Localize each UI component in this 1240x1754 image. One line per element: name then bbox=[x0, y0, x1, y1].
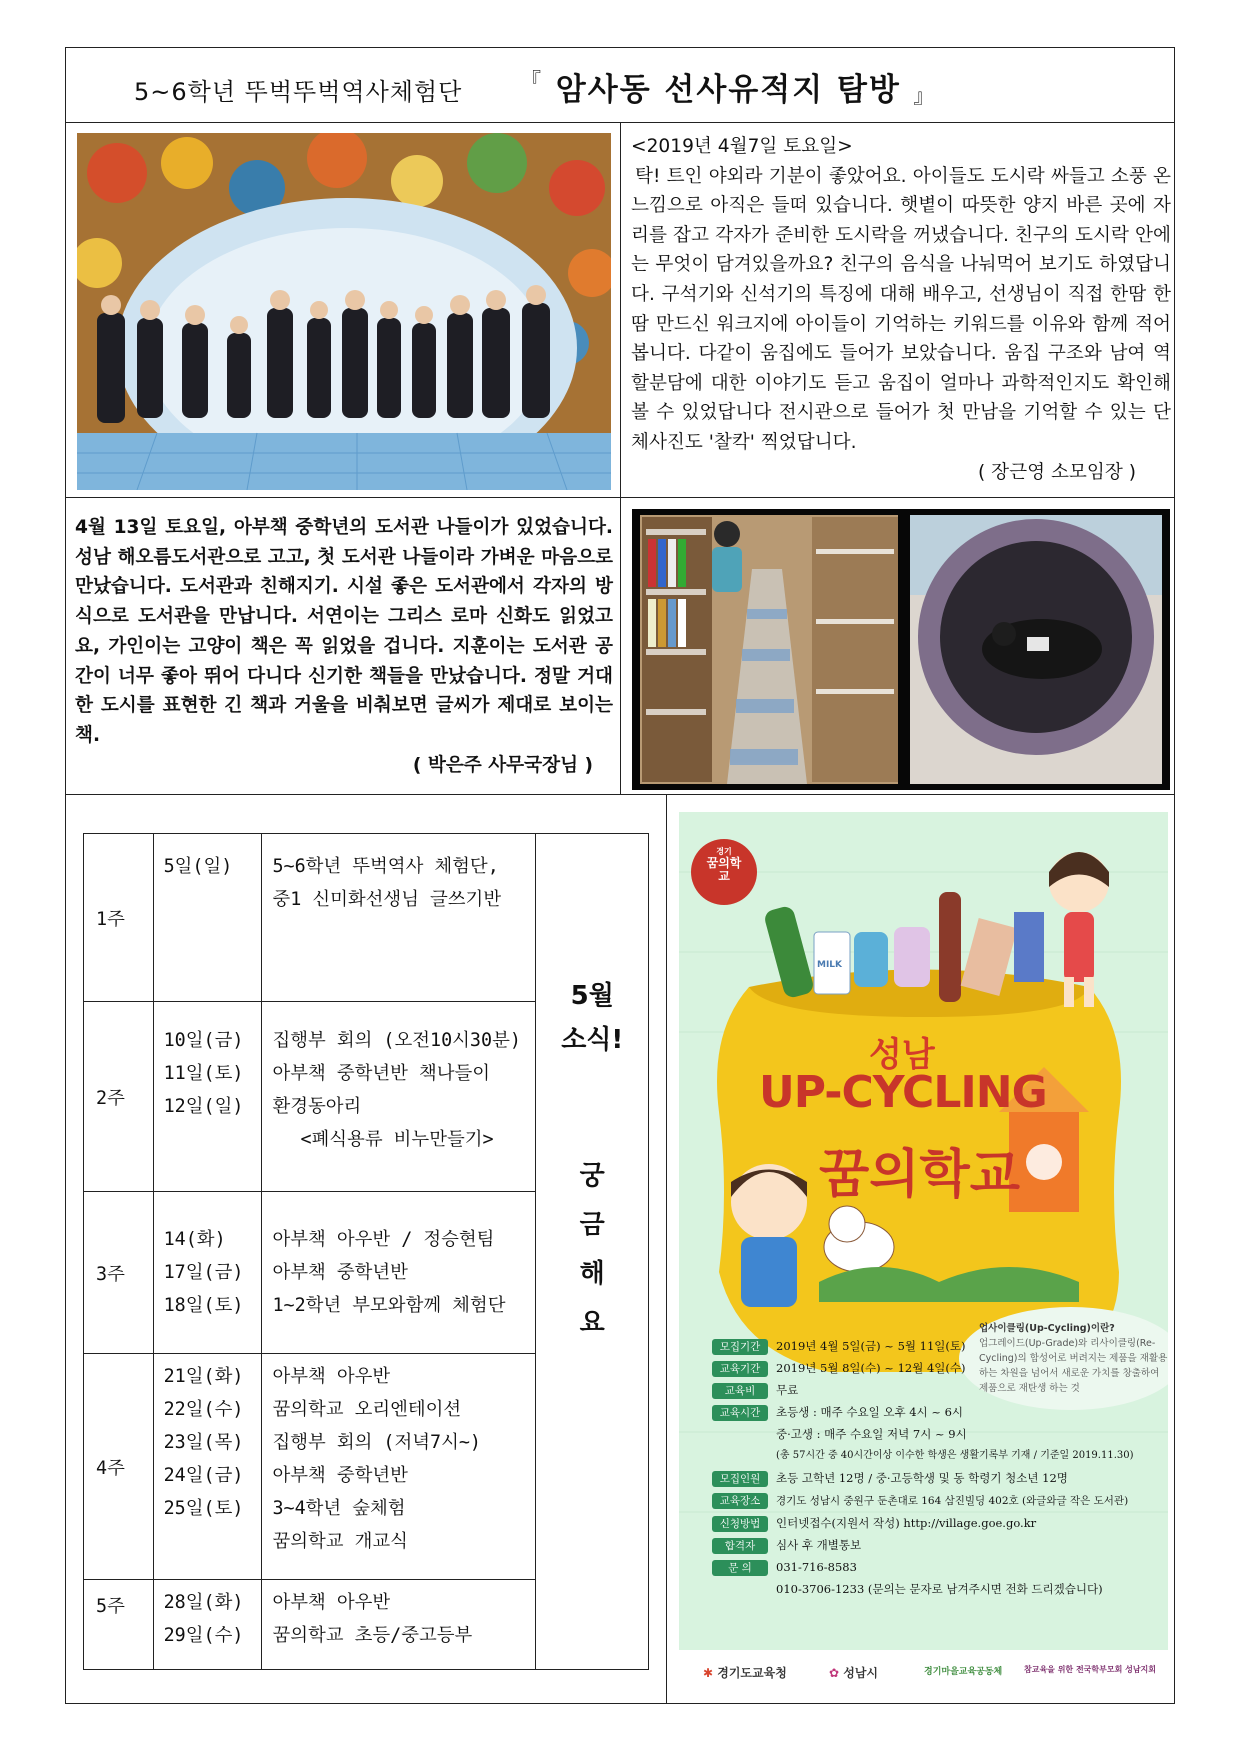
week-dates bbox=[153, 1002, 262, 1192]
info-tag: 신청방법 bbox=[712, 1516, 768, 1532]
week-dates bbox=[153, 1354, 262, 1580]
week-label: 2주 bbox=[84, 1002, 154, 1192]
may-news-column bbox=[536, 834, 649, 1670]
info-value: 심사 후 개별통보 bbox=[776, 1538, 862, 1552]
flower-icon: ✿ bbox=[829, 1666, 840, 1680]
article-signature: ( 박은주 사무국장님 ) bbox=[412, 754, 593, 776]
logo-parents-association: 참교육을 위한 전국학부모회 성남지회 bbox=[1024, 1665, 1157, 1674]
info-row bbox=[712, 1401, 1134, 1423]
dream-school-badge bbox=[702, 846, 746, 883]
date-item: 11일(토) bbox=[163, 1063, 244, 1084]
definition-title: 업사이클링(Up-Cycling)이란? bbox=[979, 1323, 1115, 1334]
date-item: 29일(수) bbox=[163, 1625, 244, 1646]
week-events bbox=[262, 1002, 536, 1192]
info-row bbox=[712, 1357, 1134, 1379]
info-value: 경기도 성남시 중원구 둔촌대로 164 삼진빌딩 402호 (와글와글 작은 도서관) bbox=[776, 1495, 1129, 1507]
milk-label: MILK bbox=[817, 960, 843, 970]
divider bbox=[666, 794, 667, 1704]
date-item: 25일(토) bbox=[163, 1498, 244, 1519]
info-tag: 교육기간 bbox=[712, 1361, 768, 1377]
logo-seongnam-city: ✿ 성남시 bbox=[829, 1666, 879, 1680]
week-dates bbox=[153, 834, 262, 1002]
header-subtitle: 5~6학년 뚜벅뚜벅역사체험단 bbox=[134, 78, 463, 106]
library-photo bbox=[632, 509, 1170, 790]
info-tag: 교육장소 bbox=[712, 1493, 768, 1509]
news-title-line: 소식! bbox=[561, 1025, 624, 1055]
may-schedule-table bbox=[83, 833, 649, 1670]
info-row bbox=[712, 1489, 1134, 1512]
date-item: 17일(금) bbox=[163, 1262, 244, 1283]
info-value: 031-716-8583 bbox=[776, 1560, 857, 1574]
info-value: (총 57시간 중 40시간이상 이수한 학생은 생활기록부 기재 / 기준일 2019.11.30) bbox=[776, 1450, 1134, 1461]
week-events bbox=[262, 834, 536, 1002]
week-events bbox=[262, 1192, 536, 1354]
date-item: 24일(금) bbox=[163, 1465, 244, 1486]
news-title-line: 5월 bbox=[570, 981, 614, 1011]
event-item: 중1 신미화선생님 글쓰기반 bbox=[272, 889, 502, 910]
curious-vertical-text bbox=[536, 1152, 648, 1348]
date-item: 10일(금) bbox=[163, 1030, 244, 1051]
info-value: 인터넷접수(지원서 작성) http://village.goe.go.kr bbox=[776, 1516, 1037, 1530]
info-row bbox=[712, 1512, 1134, 1534]
week-label: 3주 bbox=[84, 1192, 154, 1354]
upcycling-poster bbox=[679, 812, 1168, 1650]
sponsor-logos bbox=[679, 1650, 1168, 1696]
event-item: 아부책 아우반 bbox=[272, 1592, 391, 1613]
group-photo bbox=[77, 133, 611, 490]
event-item: 꿈의학교 오리엔테이션 bbox=[272, 1399, 462, 1420]
info-row bbox=[712, 1379, 1134, 1401]
article-body: 4월 13일 토요일, 아부책 중학년의 도서관 나들이가 있었습니다. 성남 해오름도서관으로 고고, 첫 도서관 나들이라 가벼운 마음으로 만났습니다. 도서관과 친해지기. 시설 좋은 도서관에서 각자의 방식으로 도서관을 만납니다. 서연이는 그리스 로마 신화도 읽었고요, 가인이는 고양이 책은 꼭 읽었을 겁니다. 지훈이는 도서관 공간이 너무 좋아 뛰어 다니다 신기한 책들을 만났습니다. 정말 거대한 도시를 표현한 긴 책과 거울을 비춰보면 글씨가 제대로 보이는 책. bbox=[75, 517, 613, 746]
info-value: 중·고생 : 매주 수요일 저녁 7시 ~ 9시 bbox=[776, 1427, 967, 1441]
page-title bbox=[521, 64, 936, 109]
poster-title-en: UP-CYCLING bbox=[759, 1067, 1047, 1118]
star-icon: ✱ bbox=[703, 1666, 714, 1680]
article-library-visit bbox=[75, 513, 613, 780]
info-row bbox=[712, 1534, 1134, 1556]
info-tag: 교육비 bbox=[712, 1383, 768, 1399]
poster-info-list bbox=[712, 1335, 1134, 1600]
event-item: 꿈의학교 개교식 bbox=[272, 1531, 408, 1552]
article-signature: ( 장근영 소모임장 ) bbox=[978, 461, 1136, 483]
table-row bbox=[84, 834, 649, 1002]
info-row bbox=[712, 1556, 1134, 1578]
event-item: 환경동아리 bbox=[272, 1096, 362, 1117]
week-dates bbox=[153, 1580, 262, 1670]
date-item: 12일(일) bbox=[163, 1096, 244, 1117]
logo-village-education: 경기마을교육공동체 bbox=[924, 1667, 1003, 1677]
date-item: 5일(일) bbox=[163, 856, 233, 877]
event-item: 1~2학년 부모와함께 체험단 bbox=[272, 1295, 506, 1316]
info-tag: 모집인원 bbox=[712, 1471, 768, 1487]
date-item: 14(화) bbox=[163, 1229, 226, 1250]
info-tag: 모집기간 bbox=[712, 1339, 768, 1355]
logo-gyeonggi-education: ✱ 경기도교육청 bbox=[703, 1666, 787, 1680]
event-item: 5~6학년 뚜벅역사 체험단, bbox=[272, 856, 499, 877]
article-date: <2019년 4월7일 토요일> bbox=[631, 136, 853, 157]
date-item: 21일(화) bbox=[163, 1366, 244, 1387]
date-item: 28일(화) bbox=[163, 1592, 244, 1613]
event-item: <폐식용류 비누만들기> bbox=[300, 1129, 494, 1150]
info-row bbox=[712, 1335, 1134, 1357]
event-item: 꿈의학교 초등/중고등부 bbox=[272, 1625, 473, 1646]
newsletter-header bbox=[66, 48, 1174, 122]
curious-char: 요 bbox=[579, 1308, 605, 1338]
event-item: 아부책 아우반 bbox=[272, 1366, 391, 1387]
info-tag: 교육시간 bbox=[712, 1405, 768, 1421]
event-item: 3~4학년 숲체험 bbox=[272, 1498, 406, 1519]
curious-char: 궁 bbox=[579, 1161, 605, 1191]
title-text: 암사동 선사유적지 탐방 bbox=[555, 72, 901, 108]
article-body: 탁! 트인 야외라 기분이 좋았어요. 아이들도 도시락 싸들고 소풍 온 느낌으로 아직은 들떠 있습니다. 햇볕이 따뜻한 양지 바른 곳에 자리를 잡고 각자가 준비한 도시락을 꺼냈습니다. 친구의 도시락 안에는 무엇이 담겨있을까요? 친구의 음식을 나눠먹어 보기도 하였답니다. 구석기와 신석기의 특징에 대해 배우고, 선생님이 직접 한땀 한땀 만드신 워크지에 아이들이 기억하는 키워드를 이유와 함께 적어봅니다. 다같이 움집에도 들어가 보았습니다. 움집 구조와 남여 역할분담에 대한 이야기도 듣고 움집이 얼마나 과학적인지도 확인해 볼 수 있었답니다 전시관으로 들어가 첫 만남을 기억할 수 있는 단체사진도 '찰칵' 찍었답니다. bbox=[631, 165, 1171, 453]
week-label: 1주 bbox=[84, 834, 154, 1002]
week-events bbox=[262, 1354, 536, 1580]
event-item: 아부책 아우반 / 정승현팀 bbox=[272, 1229, 495, 1250]
date-item: 22일(수) bbox=[163, 1399, 244, 1420]
curious-char: 해 bbox=[579, 1259, 605, 1289]
info-tag: 합격자 bbox=[712, 1538, 768, 1554]
info-row bbox=[712, 1467, 1134, 1489]
info-value: 초등생 : 매주 수요일 오후 4시 ~ 6시 bbox=[776, 1405, 964, 1419]
may-news-title bbox=[536, 974, 648, 1062]
date-item: 18일(토) bbox=[163, 1295, 244, 1316]
library-photo-illustration bbox=[632, 509, 1170, 790]
event-item: 집행부 회의 (오전10시30분) bbox=[272, 1030, 521, 1051]
definition-body: 업그레이드(Up-Grade)와 리사이클링(Re-Cycling)의 합성어로 버려지는 제품을 재활용하는 차원을 넘어서 새로운 가치를 창출하여 제품으로 재탄생 하는 것 bbox=[979, 1338, 1168, 1394]
info-value: 2019년 5월 8일(수) ~ 12월 4일(수) bbox=[776, 1361, 966, 1375]
poster-city: 성남 bbox=[869, 1035, 935, 1075]
info-value: 2019년 4월 5일(금) ~ 5월 11일(토) bbox=[776, 1339, 966, 1353]
open-bracket: 『 bbox=[521, 68, 543, 92]
article-amsa-trip bbox=[631, 132, 1171, 487]
badge-small-text: 경기 bbox=[716, 847, 732, 856]
date-item: 23일(목) bbox=[163, 1432, 244, 1453]
week-label: 4주 bbox=[84, 1354, 154, 1580]
badge-main-text: 꿈의학교 bbox=[706, 856, 742, 883]
info-tag: 문 의 bbox=[712, 1560, 768, 1576]
event-item: 아부책 중학년반 bbox=[272, 1465, 408, 1486]
info-value: 무료 bbox=[776, 1383, 799, 1397]
curious-char: 금 bbox=[579, 1210, 605, 1240]
event-item: 아부책 중학년반 bbox=[272, 1262, 408, 1283]
week-events bbox=[262, 1580, 536, 1670]
event-item: 아부책 중학년반 책나들이 bbox=[272, 1063, 491, 1084]
info-value: 초등 고학년 12명 / 중·고등학생 및 동 학령기 청소년 12명 bbox=[776, 1471, 1068, 1485]
group-photo-illustration bbox=[77, 133, 611, 490]
week-label: 5주 bbox=[84, 1580, 154, 1670]
divider bbox=[65, 794, 1175, 795]
divider bbox=[620, 122, 621, 794]
week-dates bbox=[153, 1192, 262, 1354]
close-bracket: 』 bbox=[913, 84, 936, 108]
poster-title-kr: 꿈의학교 bbox=[819, 1145, 1020, 1205]
info-value: 010-3706-1233 (문의는 문자로 남겨주시면 전화 드리겠습니다) bbox=[776, 1582, 1103, 1596]
event-item: 집행부 회의 (저녁7시~) bbox=[272, 1432, 482, 1453]
